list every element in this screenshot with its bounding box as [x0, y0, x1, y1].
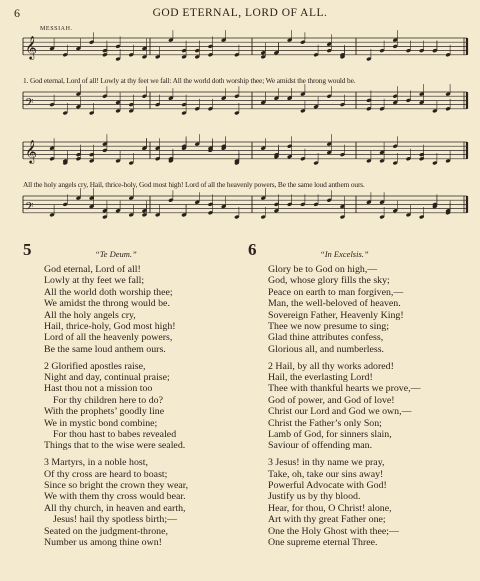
verse-line: Art with thy great Father one;: [268, 514, 386, 526]
music-score: [0, 0, 480, 240]
verse-line: All the world doth worship thee;: [44, 286, 173, 298]
verse-line: We in mystic bond combine;: [44, 417, 158, 429]
verse-line: Be the same loud anthem ours.: [44, 343, 166, 355]
verse-line: One supreme eternal Three.: [268, 536, 378, 548]
verse-line: Since so bright the crown they wear,: [44, 480, 189, 492]
verse-line: 3 Jesus! in thy name we pray,: [268, 457, 385, 469]
verse-line: We with them thy cross would bear.: [44, 491, 186, 503]
verse-line: Peace on earth to man forgiven,—: [268, 286, 404, 298]
stanza: [268, 264, 420, 355]
hymn-text: [268, 264, 420, 554]
svg-text:𝄢: 𝄢: [25, 199, 34, 215]
verse-line: Christ the Father’s only Son;: [268, 417, 382, 429]
tune-name: MESSIAH.: [40, 26, 73, 32]
verse-line: God, whose glory fills the sky;: [268, 275, 390, 287]
hymn-number: 5: [23, 240, 32, 259]
verse-line: Christ our Lord and God we own,—: [268, 406, 412, 418]
note-heads: [49, 30, 450, 219]
verse-line: Man, the well-beloved of heaven.: [268, 298, 401, 310]
verse-line: Night and day, continual praise;: [44, 372, 170, 384]
verse-line: Jesus! hail thy spotless birth;—: [53, 514, 177, 526]
hymn-number: 6: [248, 240, 257, 259]
verse-line: Thee we now presume to sing;: [268, 320, 389, 332]
verse-line: All thy church, in heaven and earth,: [44, 502, 186, 514]
svg-text:𝄢: 𝄢: [25, 95, 34, 111]
verse-line: God eternal, Lord of all!: [44, 264, 141, 275]
verse-line: 2 Hail, by all thy works adored!: [268, 360, 394, 372]
verse-line: For thou hast to babes revealed: [53, 428, 177, 440]
verse-line: Lord of all the heavenly powers,: [44, 332, 173, 344]
verse-line: One the Holy Ghost with thee;—: [268, 525, 399, 537]
stanza: [268, 361, 420, 452]
verse-line: 2 Glorified apostles raise,: [44, 360, 146, 372]
verse-line: Lamb of God, for sinners slain,: [268, 428, 392, 440]
verse-line: Thee with thankful hearts we prove,—: [268, 383, 421, 395]
verse-line: Hear, for thou, O Christ! alone,: [268, 502, 392, 514]
verse-line: Hail, thrice-holy, God most high!: [44, 320, 176, 332]
lyric-underlay-2: All the holy angels cry, Hail, thrice-holy, God most high! Lord of all the heavenly powers, Be the same loud anthem ours.: [23, 180, 365, 189]
hymn-text: [44, 264, 188, 554]
stanza: [44, 361, 188, 452]
verse-line: Justify us by thy blood.: [268, 491, 361, 503]
lyric-underlay-1: 1. God eternal, Lord of all! Lowly at thy feet we fall: All the world doth worship thee; We amidst the throng would be.: [23, 76, 356, 85]
verse-line: Glad thine attributes confess,: [268, 332, 384, 344]
svg-text:𝄞: 𝄞: [25, 140, 37, 163]
verse-line: We amidst the throng would be.: [44, 298, 170, 310]
verse-line: God of power, and God of love!: [268, 394, 395, 406]
verse-line: For thy children here to do?: [53, 394, 163, 406]
page-number: 6: [14, 6, 20, 20]
verse-line: Glory be to God on high,—: [268, 264, 378, 275]
svg-text:𝄞: 𝄞: [25, 36, 37, 59]
verse-line: Hail, the everlasting Lord!: [268, 372, 373, 384]
verse-line: Glorious all, and numberless.: [268, 343, 385, 355]
verse-line: With the prophets’ goodly line: [44, 406, 165, 418]
verse-line: Hast thou not a mission too: [44, 383, 153, 395]
stanza: [44, 457, 188, 548]
verse-line: Of thy cross are heard to boast;: [44, 468, 168, 480]
verse-line: Things that to the wise were sealed.: [44, 440, 186, 452]
stanza: [44, 264, 188, 355]
verse-line: Sovereign Father, Heavenly King!: [268, 309, 404, 321]
verse-line: Take, oh, take our sins away!: [268, 468, 384, 480]
verse-line: Lowly at thy feet we fall;: [44, 275, 145, 287]
hymn-subtitle: “Te Deum.”: [95, 249, 137, 259]
verse-line: Saviour of offending man.: [268, 440, 373, 452]
verse-line: All the holy angels cry,: [44, 309, 136, 321]
verse-line: Seated on the judgment-throne,: [44, 525, 168, 537]
page-title: GOD ETERNAL, LORD OF ALL.: [152, 7, 328, 19]
hymn-subtitle: “In Excelsis.”: [320, 249, 369, 259]
verse-line: Powerful Advocate with God!: [268, 480, 387, 492]
verse-line: 3 Martyrs, in a noble host,: [44, 457, 148, 469]
verse-line: Number us among thine own!: [44, 536, 162, 548]
stanza: [268, 457, 420, 548]
